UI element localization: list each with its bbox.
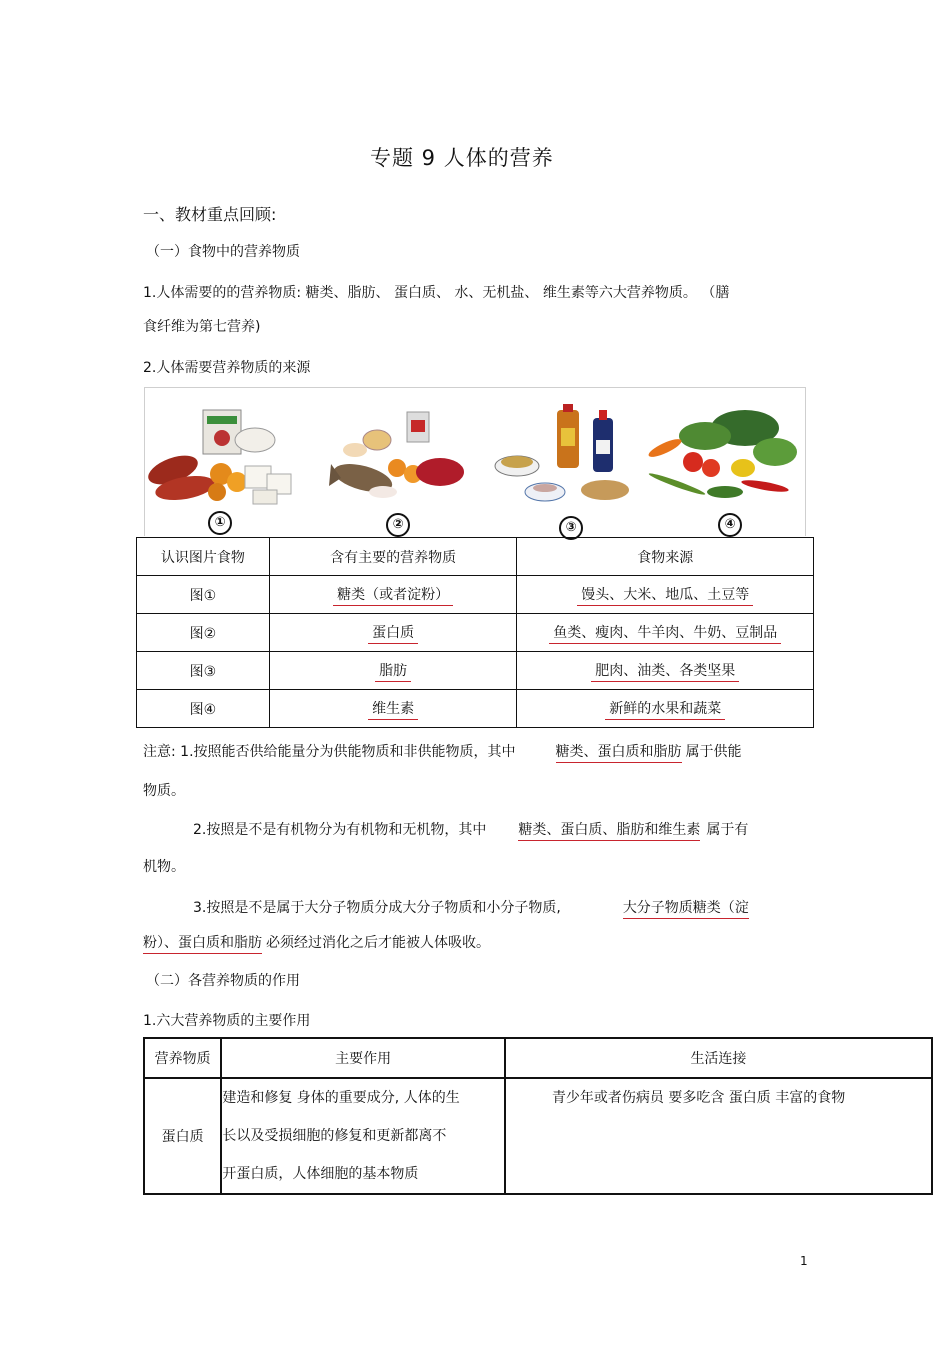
nutrient-cell [269,576,517,614]
subsection-heading: （二）各营养物质的作用 [146,973,300,989]
note-3 [193,897,749,919]
vegetable-foods-image [647,410,797,498]
table-header-cell: 认识图片食物 [137,538,270,576]
subsection-heading: （一）食物中的营养物质 [146,244,300,260]
section-heading: 一、教材重点回顾: [143,205,277,224]
note-answer: 粉）、蛋白质和脂肪 [143,932,262,954]
food-illustrations [145,388,805,536]
figure-label-1: ① [208,511,232,535]
nutrient-name-cell: 蛋白质 [144,1078,221,1194]
figure-label-4: ④ [718,513,742,537]
table-header-cell: 营养物质 [144,1038,221,1078]
note-2 [193,819,748,841]
life-line: 青少年或者伤病员 要多吃含 蛋白质 丰富的食物 [551,1090,846,1106]
picture-cell: 图③ [137,652,270,690]
note-1 [143,741,742,763]
table-row [137,576,814,614]
paragraph-line: 机物。 [143,859,185,875]
note-answer: 糖类、蛋白质、脂肪和维生素 [518,819,700,841]
picture-cell: 图④ [137,690,270,728]
source-answer: 肥肉、油类、各类坚果 [591,660,739,682]
source-answer: 馒头、大米、地瓜、土豆等 [577,584,753,606]
note-text: 注意: 1.按照能否供给能量分为供能物质和非供能物质，其中 [143,744,516,760]
nutrient-answer: 维生素 [368,698,418,720]
nutrient-answer: 糖类（或者淀粉） [333,584,453,606]
page-number: 1 [800,1254,808,1268]
table-header-cell: 含有主要的营养物质 [269,538,517,576]
paragraph-line: 1.人体需要的的营养物质: 糖类、脂肪、 蛋白质、 水、无机盐、 维生素等六大营养物质。 （膳 [143,285,730,301]
effect-line: 开蛋白质，人体细胞的基本物质 [222,1166,419,1182]
table-row [137,690,814,728]
note-text: 必须经过消化之后才能被人体吸收。 [266,935,490,951]
life-cell [505,1078,932,1194]
table-header-row [137,538,814,576]
table-row [144,1078,932,1194]
table-header-row [144,1038,932,1078]
nutrient-answer: 脂肪 [375,660,411,682]
figure-label-3: ③ [559,516,583,540]
table-header-cell: 生活连接 [505,1038,932,1078]
protein-foods-image [329,412,464,498]
source-answer: 新鲜的水果和蔬菜 [605,698,725,720]
nutrient-source-table [136,537,814,728]
source-cell [517,690,814,728]
picture-cell: 图② [137,614,270,652]
paragraph-line: 食纤维为第七营养) [143,319,261,335]
note-text: 3.按照是不是属于大分子物质分成大分子物质和小分子物质, [193,900,561,916]
source-cell [517,614,814,652]
figure-label-2: ② [386,513,410,537]
page-title: 专题 9 人体的营养 [370,146,554,170]
nutrient-function-table [143,1037,933,1195]
table-row [137,614,814,652]
source-cell [517,652,814,690]
nutrient-answer: 蛋白质 [368,622,418,644]
fat-foods-image [495,404,629,501]
table-header-cell: 主要作用 [221,1038,505,1078]
source-cell [517,576,814,614]
effect-cell [221,1078,505,1194]
note-text: 属于供能 [685,744,742,760]
nutrient-cell [269,690,517,728]
paragraph-line: 1.六大营养物质的主要作用 [143,1013,311,1029]
note-answer: 糖类、蛋白质和脂肪 [556,741,682,763]
note-text: 属于有 [706,822,749,838]
source-answer: 鱼类、瘦肉、牛羊肉、牛奶、豆制品 [549,622,781,644]
table-header-cell: 食物来源 [517,538,814,576]
effect-line: 长以及受损细胞的修复和更新都离不 [222,1128,447,1144]
note-text: 2.按照是不是有机物分为有机物和无机物，其中 [193,822,487,838]
note-3-continued [143,932,490,954]
paragraph-line: 2.人体需要营养物质的来源 [143,360,311,376]
food-images-figure [144,387,806,536]
paragraph-line: 物质。 [143,783,185,799]
staple-foods-image [145,410,291,504]
nutrient-cell [269,614,517,652]
nutrient-cell [269,652,517,690]
picture-cell: 图① [137,576,270,614]
effect-line: 建造和修复 身体的重要成分, 人体的生 [222,1090,460,1106]
note-answer: 大分子物质糖类（淀 [623,897,749,919]
table-row [137,652,814,690]
